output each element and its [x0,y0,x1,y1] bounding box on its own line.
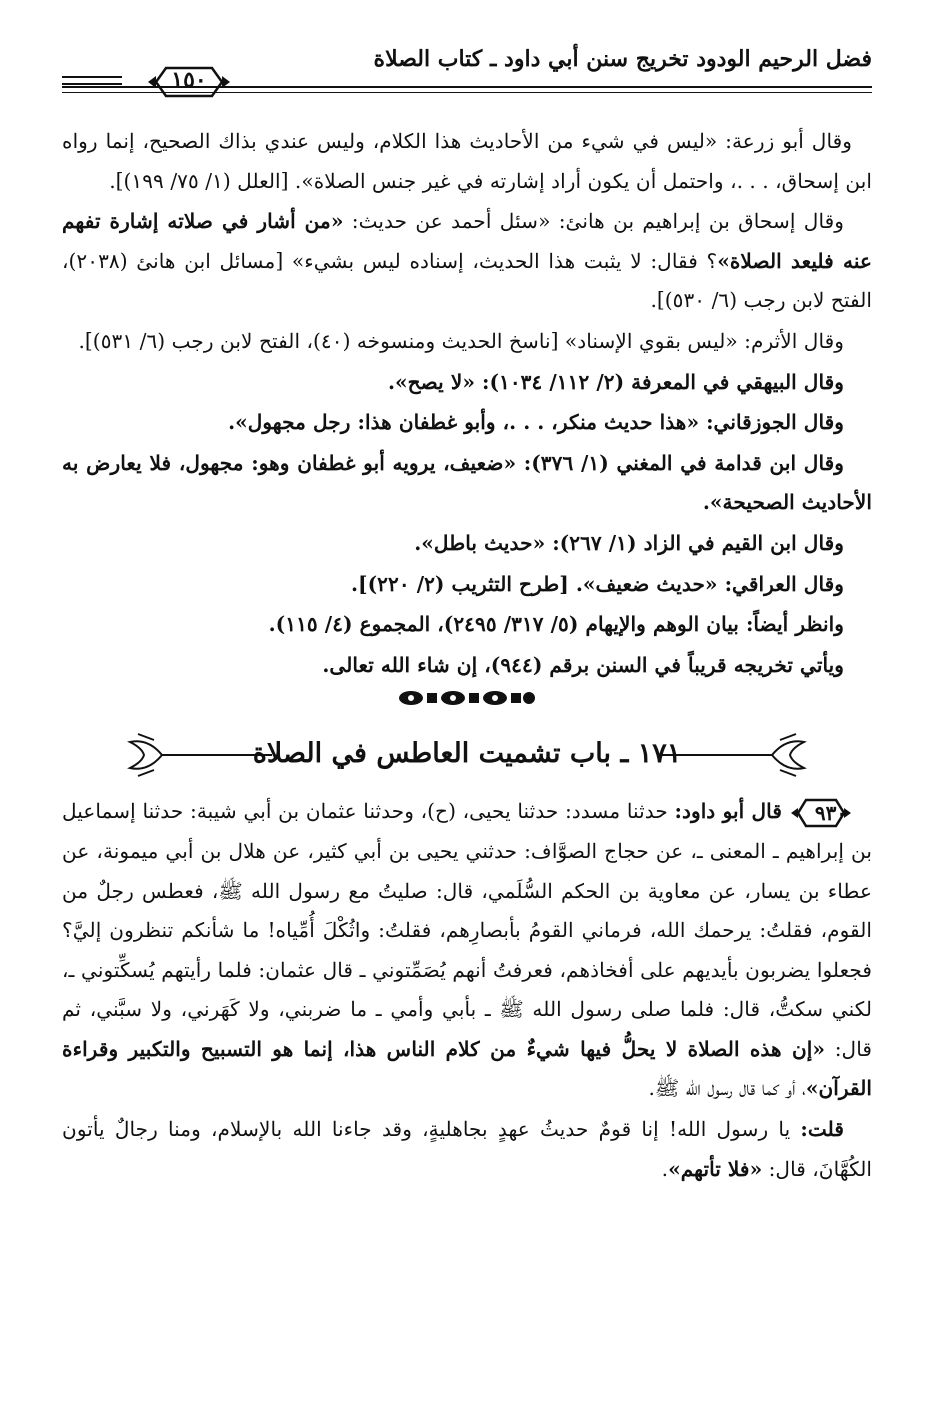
paragraph: وقال الجوزقاني: «هذا حديث منكر، . . .، وأبو غطفان هذا: رجل مجهول». [228,410,844,435]
paragraph: وقال البيهقي في المعرفة (٢/ ١١٢/ ١٠٣٤): «لا يصح». [388,369,844,394]
hadith-quote: «إن هذه الصلاة لا يحلُّ فيها شيءٌ من كلام الناس هذا، إنما هو التسبيح والتكبير وقراءة القرآن» [62,1036,872,1101]
running-title: فضل الرحيم الودود تخريج سنن أبي داود ـ كتاب الصلاة [373,46,872,72]
hadith-paragraph [62,792,872,1109]
hadith-qult: قلت: [800,1117,844,1142]
hadith-intro: قال أبو داود: [674,799,782,824]
paragraph: وقال ابن قدامة في المغني (١/ ٣٧٦): «ضعيف، يرويه أبو غطفان وهو: مجهول، فلا يعارض به الأحاديث الصحيحة». [62,450,872,515]
paragraph [62,202,872,321]
paragraph-text: ؟ فقال: لا يثبت هذا الحديث، إسناده ليس بشيء» [مسائل ابن هانئ (٢٠٣٨)، الفتح لابن رجب (٦/ ٥٣٠)]. [62,248,872,313]
paragraph [62,322,872,362]
paragraph: وقال العراقي: «حديث ضعيف». [طرح التثريب (٢/ ٢٢٠)]. [351,571,844,596]
hadith-text: . [661,1156,669,1181]
paragraph-text: وقال إسحاق بن إبراهيم بن هانئ: «سئل أحمد عن حديث: [343,209,845,234]
hadith-quote: «فلا تأتهم» [668,1156,763,1181]
page-header [62,38,872,98]
chapter-title: ١٧١ ـ باب تشميت العاطس في الصلاة [252,738,682,770]
hadith-number-badge [790,797,852,829]
paragraph [62,122,872,201]
paragraph: وانظر أيضاً: بيان الوهم والإيهام (٥/ ٣١٧/ ٢٤٩٥)، المجموع (٤/ ١١٥). [268,612,844,637]
page-number: ١٥٠ [171,67,207,93]
hadith-text: حدثنا مسدد: حدثنا يحيى، (ح)، وحدثنا عثمان بن أبي شيبة: حدثنا إسماعيل بن إبراهيم ـ المعنى ـ، عن حجاج الصوَّاف: حدثني يحيى بن أبي كثير، عن هلال بن أبي ميمونة، عن عطاء بن يسار، عن معاوية بن الحكم السُّلَمي، قال: صليتُ مع رسول الله ﷺ، فعطس رجلٌ من القوم، فقلتُ: يرحمك الله، فرماني القومُ بأبصارِهم، فقلتُ: واثُكْلَ أُمِّياه! ما شأنكم تنظرون إليَّ؟ فجعلوا يضربون بأيديهم على أفخاذهم، فعرفتُ أنهم يُصَمِّتوني ـ قال عثمان: فلما رأيتهم يُسكِّتوني ـ، لكني سكتُّ، قال: فلما صلى رسول الله ﷺ ـ بأبي وأمي ـ ما ضربني، ولا كَهَرني، ولا سبَّني، ثم قال: [62,799,872,1061]
header-rule-thick [62,86,872,88]
hadith-number: ٩٣٠ [814,800,848,825]
quoted-hadith-bold: «من أشار في صلاته إشارة تفهم عنه فليعد الصلاة» [62,209,872,273]
page-body [62,122,872,1190]
paragraph-text: وقال الأثرم: «ليس بقوي الإسناد» [ناسخ الحديث ومنسوخه (٤٠)، الفتح لابن رجب (٦/ ٥٣١)]. [78,328,844,353]
section-separator [62,686,872,706]
decorative-separator-icon [397,689,537,707]
page-number-frame [146,64,232,100]
chapter-heading [62,726,872,788]
paragraph-text: وقال أبو زرعة: «ليس في شيء من الأحاديث هذا الكلام، وليس عندي بذاك الصحيح، إنما رواه ابن إسحاق، . . .، واحتمل أن يكون أراد إشارته في غير جنس الصلاة». [العلل (١/ ٧٥/ ١٩٩)]. [62,129,872,193]
header-rule-thin [62,92,872,93]
hadith-text: ، أو كما قال رسول الله ﷺ. [648,1076,806,1101]
paragraph: ويأتي تخريجه قريباً في السنن برقم (٩٤٤)، إن شاء الله تعالى. [322,652,844,677]
hadith-text: يا رسول الله! إنا قومٌ حديثُ عهدٍ بجاهليةٍ، وقد جاءنا الله بالإسلام، ومنا رجالٌ يأتون الكُهَّانَ، قال: [62,1117,872,1181]
hadith-paragraph [62,1110,872,1189]
paragraph: وقال ابن القيم في الزاد (١/ ٢٦٧): «حديث باطل». [414,530,844,555]
